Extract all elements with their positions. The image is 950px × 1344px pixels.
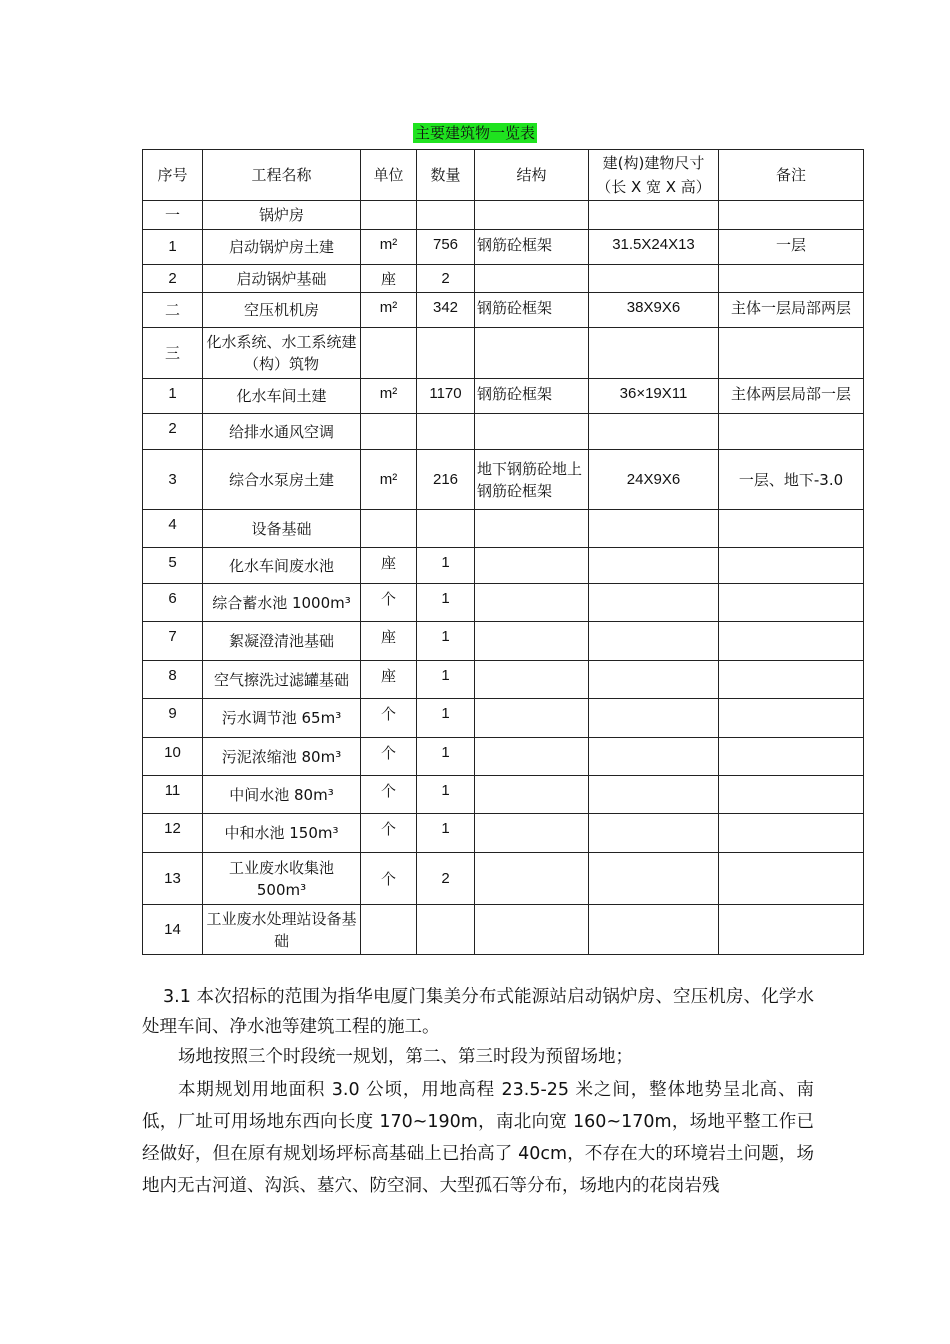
table-row	[143, 622, 864, 661]
cell-name: 空压机机房	[203, 293, 361, 328]
cell-qty	[417, 328, 475, 379]
cell-structure	[475, 661, 589, 699]
cell-qty: 1	[417, 699, 475, 738]
cell-remark	[719, 853, 864, 905]
header-structure: 结构	[475, 150, 589, 201]
table-row	[143, 510, 864, 548]
cell-remark	[719, 738, 864, 776]
cell-structure: 钢筋砼框架	[475, 379, 589, 414]
header-name: 工程名称	[203, 150, 361, 201]
cell-size	[589, 548, 719, 584]
cell-size	[589, 414, 719, 450]
cell-name: 污泥浓缩池 80m³	[203, 738, 361, 776]
cell-size	[589, 814, 719, 853]
cell-name: 中和水池 150m³	[203, 814, 361, 853]
cell-qty: 1	[417, 776, 475, 814]
cell-qty: 1	[417, 738, 475, 776]
cell-remark: 主体一层局部两层	[719, 293, 864, 328]
table-title-text: 主要建筑物一览表	[414, 124, 535, 142]
cell-name: 综合蓄水池 1000m³	[203, 584, 361, 622]
cell-name: 给排水通风空调	[203, 414, 361, 450]
cell-unit: 座	[361, 622, 417, 661]
cell-name: 锅炉房	[203, 201, 361, 230]
cell-structure	[475, 548, 589, 584]
table-row	[143, 905, 864, 955]
cell-remark: 主体两层局部一层	[719, 379, 864, 414]
cell-qty: 1	[417, 622, 475, 661]
cell-unit: 个	[361, 738, 417, 776]
cell-unit: 个	[361, 699, 417, 738]
cell-remark	[719, 548, 864, 584]
cell-qty: 2	[417, 265, 475, 293]
cell-size	[589, 776, 719, 814]
cell-structure	[475, 414, 589, 450]
cell-name: 设备基础	[203, 510, 361, 548]
cell-no: 1	[143, 379, 203, 414]
cell-unit	[361, 414, 417, 450]
cell-no: 5	[143, 548, 203, 584]
cell-structure	[475, 853, 589, 905]
cell-structure: 地下钢筋砼地上钢筋砼框架	[475, 450, 589, 510]
cell-size	[589, 853, 719, 905]
cell-no: 2	[143, 414, 203, 450]
cell-unit: 个	[361, 853, 417, 905]
cell-no: 8	[143, 661, 203, 699]
paragraph-scope: 3.1 本次招标的范围为指华电厦门集美分布式能源站启动锅炉房、空压机房、化学水处理车间、净水池等建筑工程的施工。	[142, 987, 814, 1037]
table-row	[143, 328, 864, 379]
cell-no: 9	[143, 699, 203, 738]
cell-qty: 1	[417, 584, 475, 622]
cell-remark	[719, 201, 864, 230]
cell-no: 7	[143, 622, 203, 661]
cell-size: 31.5X24X13	[589, 230, 719, 265]
table-row	[143, 814, 864, 853]
table-row	[143, 776, 864, 814]
table-row	[143, 230, 864, 265]
cell-remark	[719, 622, 864, 661]
cell-structure	[475, 905, 589, 955]
cell-remark	[719, 776, 864, 814]
cell-structure	[475, 699, 589, 738]
cell-qty	[417, 201, 475, 230]
header-qty: 数量	[417, 150, 475, 201]
header-unit: 单位	[361, 150, 417, 201]
cell-size: 24X9X6	[589, 450, 719, 510]
cell-unit: 个	[361, 776, 417, 814]
cell-remark	[719, 814, 864, 853]
cell-no: 6	[143, 584, 203, 622]
cell-name: 工业废水收集池 500m³	[203, 853, 361, 905]
cell-qty: 1	[417, 661, 475, 699]
cell-structure	[475, 776, 589, 814]
cell-name: 空气擦洗过滤罐基础	[203, 661, 361, 699]
cell-structure	[475, 584, 589, 622]
table-title	[0, 122, 950, 143]
cell-unit: 座	[361, 548, 417, 584]
cell-size	[589, 905, 719, 955]
cell-remark	[719, 699, 864, 738]
cell-name: 启动锅炉基础	[203, 265, 361, 293]
cell-remark	[719, 510, 864, 548]
cell-structure	[475, 201, 589, 230]
cell-qty: 216	[417, 450, 475, 510]
cell-qty: 2	[417, 853, 475, 905]
cell-name: 化水车间土建	[203, 379, 361, 414]
cell-unit: 座	[361, 661, 417, 699]
cell-name: 启动锅炉房土建	[203, 230, 361, 265]
cell-unit	[361, 905, 417, 955]
cell-qty: 342	[417, 293, 475, 328]
cell-unit: 座	[361, 265, 417, 293]
table-row	[143, 414, 864, 450]
cell-name: 工业废水处理站设备基础	[203, 905, 361, 955]
cell-unit: m²	[361, 230, 417, 265]
cell-qty: 1	[417, 548, 475, 584]
table-row	[143, 379, 864, 414]
table-row	[143, 853, 864, 905]
cell-remark: 一层、地下-3.0	[719, 450, 864, 510]
header-remark: 备注	[719, 150, 864, 201]
cell-qty	[417, 414, 475, 450]
cell-no: 13	[143, 853, 203, 905]
cell-remark	[719, 414, 864, 450]
cell-qty	[417, 905, 475, 955]
table-row	[143, 450, 864, 510]
cell-structure	[475, 622, 589, 661]
cell-size	[589, 328, 719, 379]
cell-qty: 1170	[417, 379, 475, 414]
table-row	[143, 548, 864, 584]
cell-structure: 钢筋砼框架	[475, 230, 589, 265]
cell-remark	[719, 905, 864, 955]
cell-no: 三	[143, 328, 203, 379]
cell-name: 化水车间废水池	[203, 548, 361, 584]
cell-remark: 一层	[719, 230, 864, 265]
cell-structure	[475, 510, 589, 548]
cell-remark	[719, 584, 864, 622]
cell-size: 36×19X11	[589, 379, 719, 414]
cell-qty: 1	[417, 814, 475, 853]
paragraph-site-plan: 场地按照三个时段统一规划，第二、第三时段为预留场地；	[178, 1047, 633, 1067]
table-row	[143, 738, 864, 776]
header-no: 序号	[143, 150, 203, 201]
cell-no: 3	[143, 450, 203, 510]
cell-no: 2	[143, 265, 203, 293]
header-size	[589, 150, 719, 201]
cell-remark	[719, 265, 864, 293]
cell-qty: 756	[417, 230, 475, 265]
cell-no: 14	[143, 905, 203, 955]
cell-structure	[475, 738, 589, 776]
buildings-table	[142, 149, 864, 955]
cell-structure	[475, 265, 589, 293]
cell-unit: m²	[361, 293, 417, 328]
cell-name: 絮凝澄清池基础	[203, 622, 361, 661]
cell-unit	[361, 328, 417, 379]
table-header-row	[143, 150, 864, 201]
cell-unit: m²	[361, 379, 417, 414]
cell-no: 11	[143, 776, 203, 814]
table-row	[143, 201, 864, 230]
cell-no: 4	[143, 510, 203, 548]
cell-unit: 个	[361, 814, 417, 853]
paragraph-land-area: 本期规划用地面积 3.0 公顷，用地高程 23.5-25 米之间，整体地势呈北高、南低，厂址可用场地东西向长度 170~190m，南北向宽 160~170m，场地平整工作已经做好，但在原有规划场坪标高基础上已抬高了 40cm，不存在大的环境岩土问题，场地内无古河道、沟浜、墓穴、防空洞、大型孤石等分布，场地内的花岗岩残	[142, 1080, 814, 1196]
cell-size	[589, 584, 719, 622]
cell-size	[589, 510, 719, 548]
table-row	[143, 293, 864, 328]
table-row	[143, 584, 864, 622]
header-size-line2: （长 X 宽 X 高）	[596, 178, 711, 196]
cell-size	[589, 265, 719, 293]
table-row	[143, 661, 864, 699]
cell-unit: 个	[361, 584, 417, 622]
cell-size	[589, 201, 719, 230]
cell-no: 12	[143, 814, 203, 853]
cell-name: 污水调节池 65m³	[203, 699, 361, 738]
cell-remark	[719, 661, 864, 699]
table-row	[143, 699, 864, 738]
cell-size	[589, 622, 719, 661]
cell-size	[589, 661, 719, 699]
table-row	[143, 265, 864, 293]
cell-no: 1	[143, 230, 203, 265]
cell-unit	[361, 201, 417, 230]
cell-no: 一	[143, 201, 203, 230]
cell-remark	[719, 328, 864, 379]
cell-name: 中间水池 80m³	[203, 776, 361, 814]
header-size-line1: 建(构)建物尺寸	[602, 154, 705, 172]
cell-size: 38X9X6	[589, 293, 719, 328]
cell-no: 10	[143, 738, 203, 776]
cell-no: 二	[143, 293, 203, 328]
cell-structure	[475, 328, 589, 379]
cell-name: 综合水泵房土建	[203, 450, 361, 510]
cell-name: 化水系统、水工系统建（构）筑物	[203, 328, 361, 379]
cell-qty	[417, 510, 475, 548]
cell-size	[589, 699, 719, 738]
cell-unit: m²	[361, 450, 417, 510]
cell-size	[589, 738, 719, 776]
cell-structure: 钢筋砼框架	[475, 293, 589, 328]
cell-unit	[361, 510, 417, 548]
cell-structure	[475, 814, 589, 853]
